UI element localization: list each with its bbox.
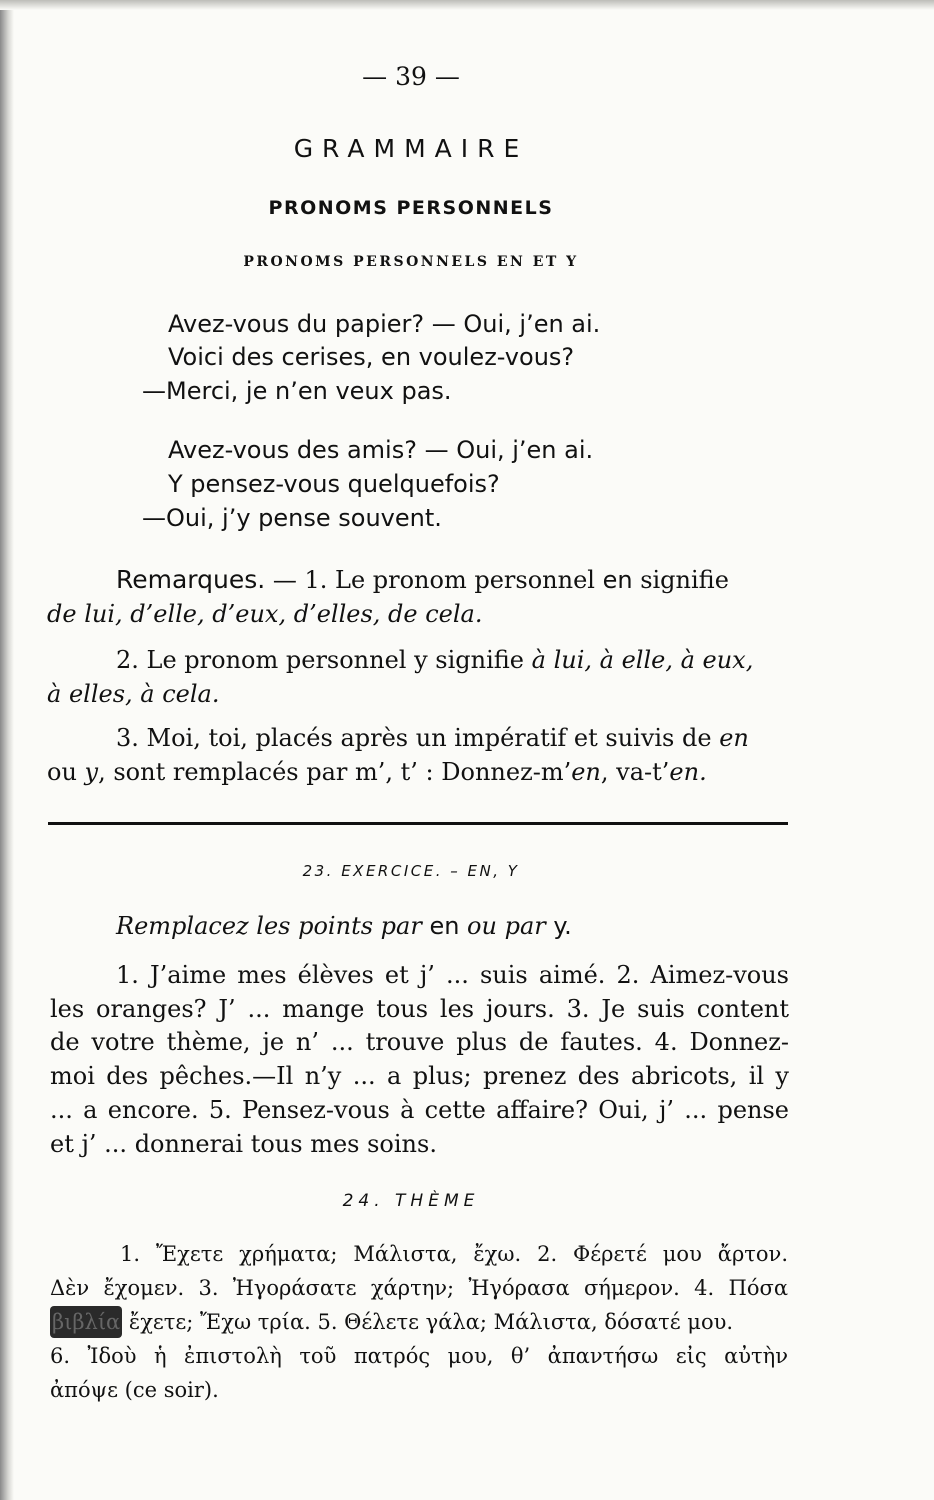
exercise-instruction: Remplacez les points par en ou par y. xyxy=(116,912,572,940)
remark-3-line-2: ou y, sont remplacés par m’, t’ : Donnez-m’en, va-t’en. xyxy=(47,758,707,786)
dialogue-line: Avez-vous des amis? — Oui, j’en ai. xyxy=(168,436,594,464)
exercise-heading: 23. EXERCICE. – EN, Y xyxy=(302,862,520,880)
dialogue-line: Y pensez-vous quelquefois? xyxy=(168,470,500,498)
theme-heading: 24. THÈME xyxy=(342,1191,480,1211)
theme-line: 6. Ἰδοὺ ἡ ἐπιστολὴ τοῦ πατρός μου, θ’ ἀπαντήσω εἰς αὐτὴν xyxy=(50,1344,788,1368)
dialogue-line: Avez-vous du papier? — Oui, j’en ai. xyxy=(168,310,601,338)
exercise-line: et j’ ... donnerai tous mes soins. xyxy=(50,1130,437,1158)
remarks-label: Remarques. xyxy=(116,565,266,594)
remark-2: 2. Le pronom personnel y signifie à lui, à elle, à eux, xyxy=(116,646,754,674)
remark-1: Remarques. — 1. Le pronom personnel en signifie xyxy=(116,565,729,594)
dialogue-line: —Oui, j’y pense souvent. xyxy=(142,504,442,532)
section-subtitle: PRONOMS PERSONNELS xyxy=(268,197,554,219)
page-top-shadow xyxy=(0,0,934,10)
page-title: GRAMMAIRE xyxy=(293,134,529,163)
dialogue-line: Voici des cerises, en voulez-vous? xyxy=(168,343,575,371)
remark-1-italic: de lui, d’elle, d’eux, d’elles, de cela. xyxy=(47,600,483,628)
page-edge-shadow xyxy=(0,0,14,1500)
section-subsubtitle: PRONOMS PERSONNELS EN ET Y xyxy=(243,254,579,270)
theme-line: βιβλία ἔχετε; Ἔχω τρία. 5. Θέλετε γάλα; Μάλιστα, δόσατέ μου. xyxy=(50,1306,788,1338)
exercise-line: ... a encore. 5. Pensez-vous à cette affaire? Oui, j’ ... pense xyxy=(50,1096,789,1124)
ink-blot-word: βιβλία xyxy=(50,1306,122,1338)
page-number: — 39 — xyxy=(362,62,460,91)
theme-line: 1. Ἔχετε χρήματα; Μάλιστα, ἔχω. 2. Φέρετέ μου ἄρτον. xyxy=(120,1242,788,1266)
exercise-line: moi des pêches.—Il n’y ... a plus; prenez des abricots, il y xyxy=(50,1062,789,1090)
exercise-line: 1. J’aime mes élèves et j’ ... suis aimé. 2. Aimez-vous xyxy=(116,961,789,989)
dialogue-line: —Merci, je n’en veux pas. xyxy=(142,377,452,405)
exercise-line: de votre thème, je n’ ... trouve plus de fautes. 4. Donnez- xyxy=(50,1028,789,1056)
section-divider xyxy=(48,822,788,825)
remark-3-line-1: 3. Moi, toi, placés après un impératif et suivis de en xyxy=(116,724,749,752)
exercise-line: les oranges? J’ ... mange tous les jours. 3. Je suis content xyxy=(50,995,789,1023)
theme-line: ἀπόψε (ce soir). xyxy=(50,1378,219,1402)
theme-line: Δὲν ἔχομεν. 3. Ἠγοράσατε χάρτην; Ἠγόρασα σήμερον. 4. Πόσα xyxy=(50,1276,788,1300)
remark-2-italic: à elles, à cela. xyxy=(47,680,220,708)
